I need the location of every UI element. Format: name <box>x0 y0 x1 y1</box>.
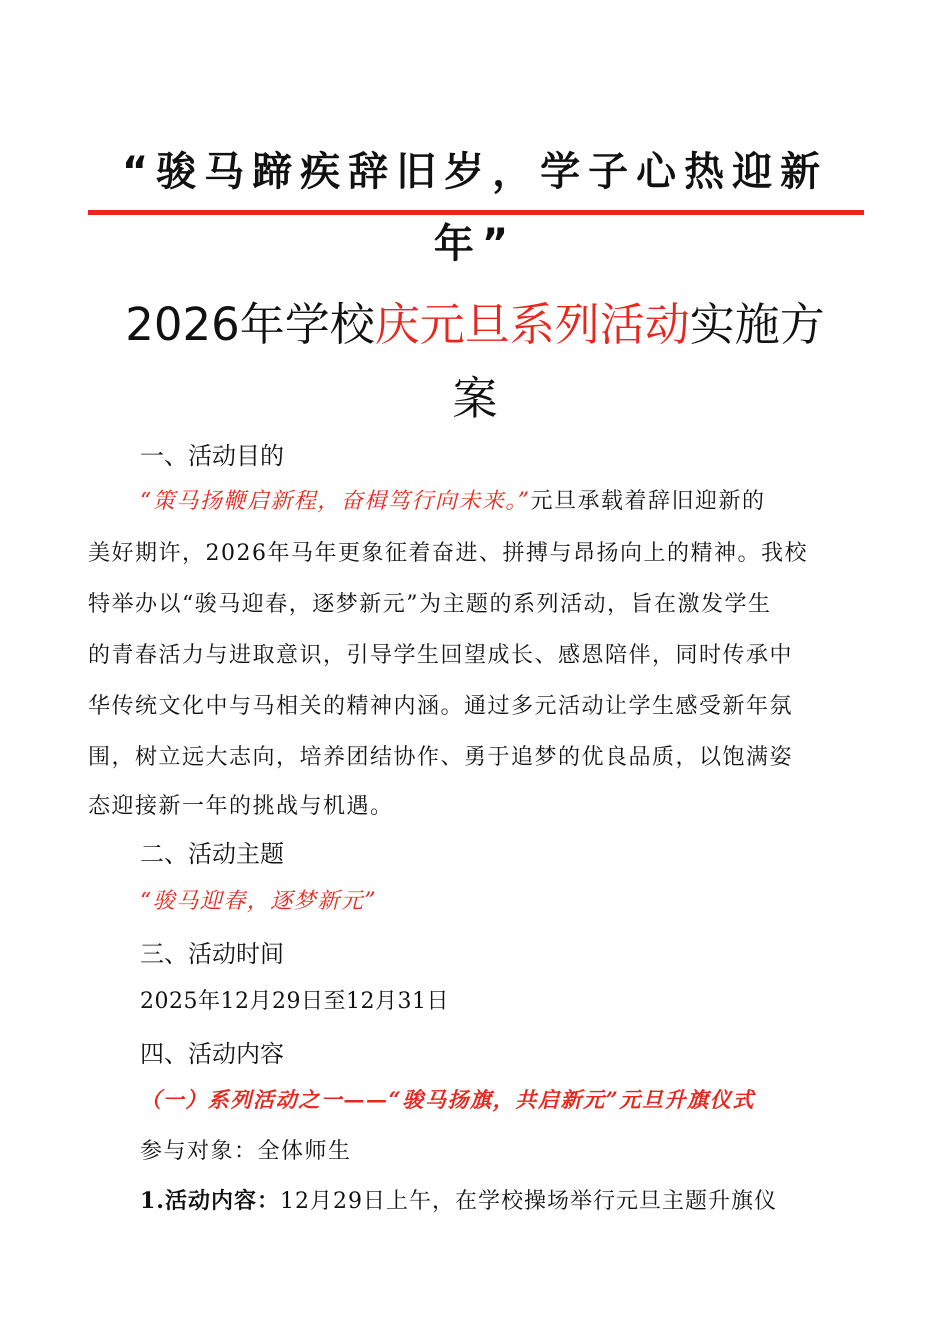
subtitle-line-1: “骏马蹄疾辞旧岁，学子心热迎新 <box>121 149 829 195</box>
item-1-text: 12月29日上午，在学校操场举行元旦主题升旗仪 <box>279 1189 777 1214</box>
paragraph-line: 华传统文化中与马相关的精神内涵。通过多元活动让学生感受新年氛 <box>88 694 794 719</box>
purpose-line-1-rest: 元旦承载着辞旧迎新的 <box>530 489 766 514</box>
section-heading-content: 四、活动内容 <box>140 1040 284 1068</box>
theme-text: “骏马迎春，逐梦新元” <box>140 889 377 914</box>
paragraph-line: 美好期许，2026年马年更象征着奋进、拼搏与昂扬向上的精神。我校 <box>88 541 808 566</box>
section-heading-theme: 二、活动主题 <box>140 840 284 868</box>
title-highlight: 庆元旦系列活动 <box>374 298 690 351</box>
title-line-2: 案 <box>452 372 498 425</box>
activity-subheading-1: （一）系列活动之一——“骏马扬旗，共启新元”元旦升旗仪式 <box>140 1087 755 1112</box>
item-1-label: 1.活动内容： <box>140 1188 280 1214</box>
paragraph-line: 的青春活力与进取意识，引导学生回望成长、感恩陪伴，同时传承中 <box>88 643 794 668</box>
subtitle-line-2: 年” <box>433 221 517 267</box>
title-suffix: 实施方 <box>689 298 825 351</box>
paragraph-line: 特举办以“骏马迎春，逐梦新元”为主题的系列活动，旨在激发学生 <box>88 592 772 617</box>
title-prefix: 2026年学校 <box>125 298 375 351</box>
participants-text: 参与对象：全体师生 <box>140 1139 352 1164</box>
activity-item-1 <box>140 1184 777 1215</box>
title-line-1 <box>0 288 950 353</box>
purpose-quote: “策马扬鞭启新程，奋楫笃行向未来。” <box>140 489 531 514</box>
time-text: 2025年12月29日至12月31日 <box>140 989 449 1014</box>
section-heading-purpose: 一、活动目的 <box>140 442 284 470</box>
section-heading-time: 三、活动时间 <box>140 940 284 968</box>
paragraph-line <box>140 484 766 515</box>
paragraph-line: 态迎接新一年的挑战与机遇。 <box>88 794 394 819</box>
paragraph-line: 围，树立远大志向，培养团结协作、勇于追梦的优良品质，以饱满姿 <box>88 745 794 770</box>
